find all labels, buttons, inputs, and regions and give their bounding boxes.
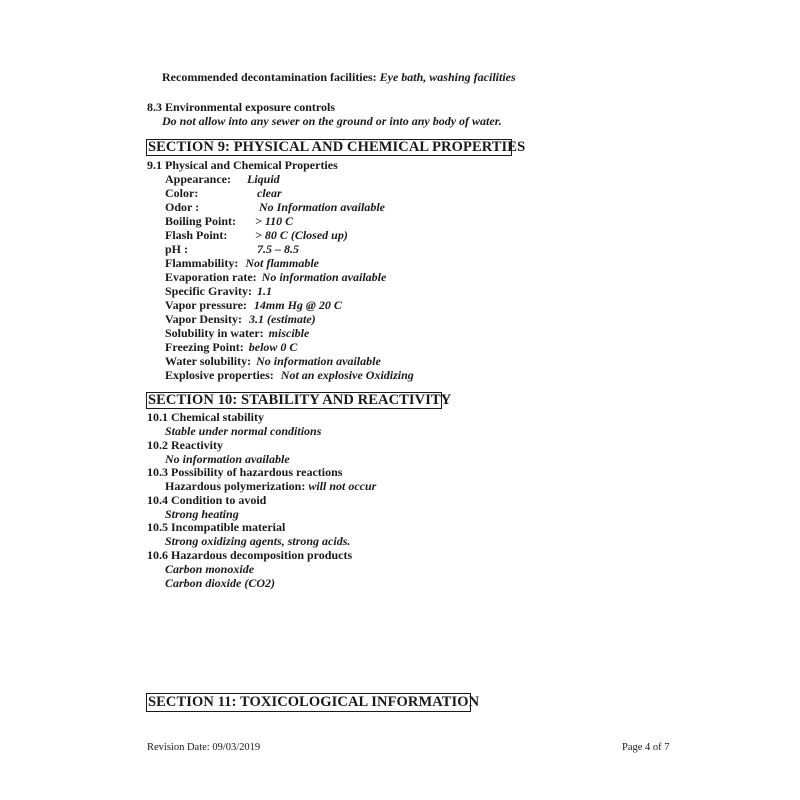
property-specific-gravity: Specific Gravity: 1.1 bbox=[165, 284, 272, 298]
item-10-4-text: Strong heating bbox=[165, 507, 239, 521]
item-10-6-line-2: Carbon dioxide (CO2) bbox=[165, 576, 276, 590]
item-10-5-text: Strong oxidizing agents, strong acids. bbox=[165, 534, 351, 548]
decontamination-value: Eye bath, washing facilities bbox=[379, 70, 516, 84]
item-10-2-text: No information available bbox=[165, 452, 290, 466]
property-ph: pH : 7.5 – 8.5 bbox=[165, 242, 299, 256]
decontamination-line bbox=[162, 70, 516, 85]
property-flammability: Flammability: Not flammable bbox=[165, 256, 319, 270]
property-vapor-density: Vapor Density: 3.1 (estimate) bbox=[165, 312, 316, 326]
property-explosive-properties: Explosive properties: Not an explosive Oxidizing bbox=[165, 368, 414, 382]
property-appearance: Appearance: Liquid bbox=[165, 172, 280, 186]
section-10-title: SECTION 10: STABILITY AND REACTIVITY bbox=[148, 392, 452, 408]
property-freezing-point: Freezing Point: below 0 C bbox=[165, 340, 298, 354]
section-11-title: SECTION 11: TOXICOLOGICAL INFORMATION bbox=[148, 694, 480, 710]
hazardous-polymerization-value: will not occur bbox=[308, 479, 377, 493]
property-vapor-pressure: Vapor pressure: 14mm Hg @ 20 C bbox=[165, 298, 342, 312]
property-boiling-point: Boiling Point: > 110 C bbox=[165, 214, 294, 228]
item-10-6-heading: 10.6 Hazardous decomposition products bbox=[147, 548, 353, 562]
hazardous-polymerization-label: Hazardous polymerization: bbox=[165, 479, 306, 493]
revision-date: Revision Date: 09/03/2019 bbox=[147, 742, 261, 753]
property-water-solubility: Water solubility: No information available bbox=[165, 354, 381, 368]
item-10-5-heading: 10.5 Incompatible material bbox=[147, 520, 286, 534]
decontamination-label: Recommended decontamination facilities: bbox=[162, 70, 377, 84]
section-9-title: SECTION 9: PHYSICAL AND CHEMICAL PROPERTIES bbox=[148, 139, 526, 155]
item-10-6-line-1: Carbon monoxide bbox=[165, 562, 255, 576]
property-evaporation-rate: Evaporation rate: No information available bbox=[165, 270, 387, 284]
item-10-1-heading: 10.1 Chemical stability bbox=[147, 410, 264, 424]
item-10-2-heading: 10.2 Reactivity bbox=[147, 438, 223, 452]
section-9-subheading: 9.1 Physical and Chemical Properties bbox=[147, 158, 338, 172]
item-10-3-heading: 10.3 Possibility of hazardous reactions bbox=[147, 465, 343, 479]
page-number: Page 4 of 7 bbox=[622, 742, 670, 753]
item-10-3-subline bbox=[165, 479, 376, 494]
env-controls-heading: 8.3 Environmental exposure controls bbox=[147, 100, 336, 114]
property-odor: Odor : No Information available bbox=[165, 200, 386, 214]
item-10-4-heading: 10.4 Condition to avoid bbox=[147, 493, 267, 507]
item-10-1-text: Stable under normal conditions bbox=[165, 424, 322, 438]
property-color: Color: clear bbox=[165, 186, 282, 200]
property-solubility-in-water: Solubility in water: miscible bbox=[165, 326, 310, 340]
env-controls-text: Do not allow into any sewer on the ground or into any body of water. bbox=[162, 114, 502, 128]
property-flash-point: Flash Point: > 80 C (Closed up) bbox=[165, 228, 348, 242]
